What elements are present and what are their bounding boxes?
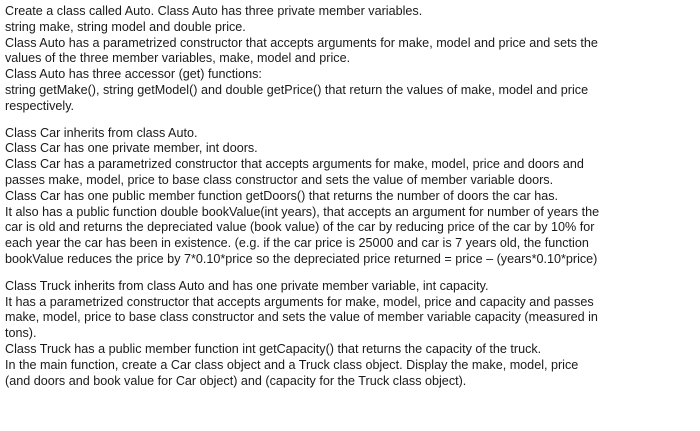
text-line: make, model, price to base class constructor and sets the value of member variable capacity (measured in	[5, 310, 598, 325]
text-line: Class Truck inherits from class Auto and has one private member variable, int capacity.	[5, 278, 489, 293]
assignment-text	[5, 4, 695, 389]
text-line: values of the three member variables, make, model and price.	[5, 51, 351, 66]
text-line: car is old and returns the depreciated value (book value) of the car by reducing price of the car by 10% for	[5, 220, 595, 235]
text-line: (and doors and book value for Car object) and (capacity for the Truck class object).	[5, 373, 467, 388]
text-line: string getMake(), string getModel() and double getPrice() that return the values of make, model and price	[5, 82, 589, 97]
text-line: In the main function, create a Car class object and a Truck class object. Display the make, model, price	[5, 357, 579, 372]
text-line: each year the car has been in existence. (e.g. if the car price is 25000 and car is 7 years old, the function	[5, 236, 589, 251]
text-line: passes make, model, price to base class constructor and sets the value of member variable doors.	[5, 172, 554, 187]
text-line: It has a parametrized constructor that accepts arguments for make, model, price and capacity and passes	[5, 294, 594, 309]
text-line: Create a class called Auto. Class Auto has three private member variables.	[5, 4, 423, 18]
text-line: Class Car has one private member, int doors.	[5, 141, 258, 156]
paragraph-auto-class	[5, 4, 695, 115]
text-line: string make, string model and double price.	[5, 19, 246, 34]
text-line: Class Car has a parametrized constructor that accepts arguments for make, model, price and doors and	[5, 157, 584, 172]
text-line: Class Car has one public member function getDoors() that returns the number of doors the car has.	[5, 188, 558, 203]
text-line: It also has a public function double bookValue(int years), that accepts an argument for number of years the	[5, 204, 600, 219]
text-line: Class Auto has three accessor (get) functions:	[5, 67, 262, 82]
text-line: Class Car inherits from class Auto.	[5, 125, 198, 140]
text-line: Class Truck has a public member function int getCapacity() that returns the capacity of the truck.	[5, 341, 542, 356]
text-line: respectively.	[5, 98, 75, 113]
text-line: bookValue reduces the price by 7*0.10*price so the depreciated price returned = price – (years*0.10*price)	[5, 251, 598, 266]
paragraph-truck-class	[5, 279, 695, 390]
text-line: Class Auto has a parametrized constructor that accepts arguments for make, model and price and sets the	[5, 35, 598, 50]
text-line: tons).	[5, 326, 37, 341]
paragraph-car-class	[5, 126, 695, 268]
